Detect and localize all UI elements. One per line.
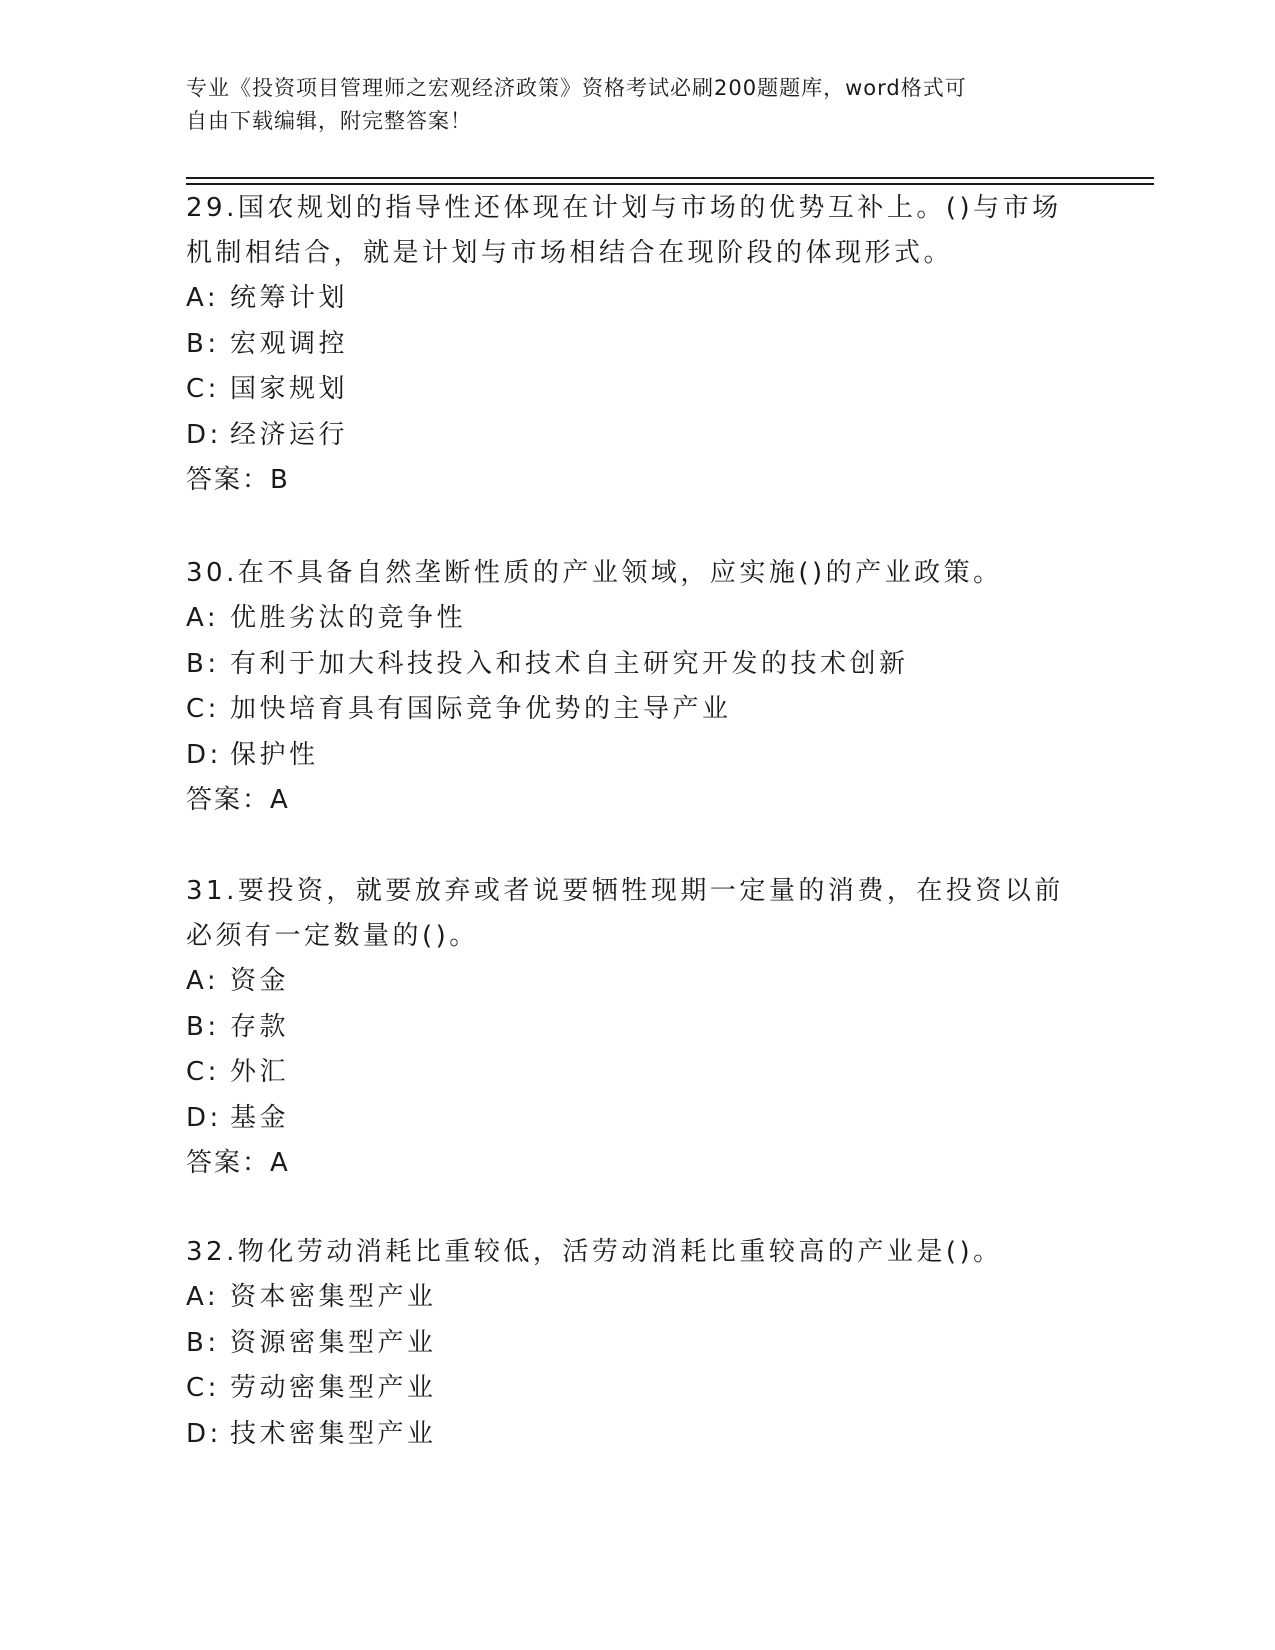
option-key: B: (186, 328, 220, 359)
option-text: 劳动密集型产业 (230, 1373, 437, 1403)
option-text: 统筹计划 (230, 283, 349, 313)
option-c (186, 367, 1086, 413)
option-text: 资本密集型产业 (230, 1282, 437, 1312)
option-a (186, 276, 1086, 322)
option-key: C: (186, 694, 220, 724)
question-block (186, 1230, 1086, 1457)
option-key: A: (186, 603, 220, 633)
option-c (186, 1050, 1086, 1096)
question-stem: 32.物化劳动消耗比重较低，活劳动消耗比重较高的产业是()。 (186, 1237, 1003, 1267)
option-text: 基金 (230, 1102, 290, 1133)
option-key: D: (186, 739, 222, 770)
option-text: 技术密集型产业 (230, 1418, 437, 1449)
answer-line: 答案：A (186, 785, 290, 815)
option-key: B: (186, 1011, 220, 1042)
option-c (186, 1366, 1086, 1412)
option-d (186, 1096, 1086, 1142)
option-text: 保护性 (230, 739, 319, 770)
option-key: C: (186, 1057, 220, 1087)
option-key: D: (186, 1418, 222, 1449)
question-block (186, 186, 1086, 504)
option-a (186, 1275, 1086, 1321)
option-d (186, 413, 1086, 459)
option-text: 优胜劣汰的竞争性 (230, 603, 467, 633)
question-stem: 30.在不具备自然垄断性质的产业领域，应实施()的产业政策。 (186, 558, 1003, 588)
document-header (186, 72, 1066, 138)
option-text: 加快培育具有国际竞争优势的主导产业 (230, 694, 732, 724)
header-divider-top (186, 177, 1154, 179)
option-key: B: (186, 1327, 220, 1358)
option-key: D: (186, 419, 222, 450)
answer-line: 答案：A (186, 1148, 290, 1178)
option-b (186, 642, 1086, 688)
option-a (186, 596, 1086, 642)
option-text: 有利于加大科技投入和技术自主研究开发的技术创新 (230, 648, 909, 679)
header-title-line-2: 自由下载编辑，附完整答案！ (186, 109, 472, 133)
option-text: 存款 (230, 1011, 290, 1042)
option-c (186, 687, 1086, 733)
option-a (186, 959, 1086, 1005)
option-key: A: (186, 966, 220, 996)
option-b (186, 1321, 1086, 1367)
option-key: C: (186, 1373, 220, 1403)
option-text: 外汇 (230, 1057, 290, 1087)
option-key: A: (186, 283, 220, 313)
question-stem: 31.要投资，就要放弃或者说要牺牲现期一定量的消费，在投资以前必须有一定数量的()。 (186, 876, 1064, 951)
header-divider-bottom (186, 183, 1154, 185)
header-title-line-1: 专业《投资项目管理师之宏观经济政策》资格考试必刷200题题库，word格式可 (186, 76, 967, 100)
option-text: 宏观调控 (230, 328, 349, 359)
question-block (186, 869, 1086, 1187)
option-d (186, 733, 1086, 779)
option-key: D: (186, 1102, 222, 1133)
option-key: A: (186, 1282, 220, 1312)
option-text: 经济运行 (230, 419, 349, 450)
option-b (186, 1005, 1086, 1051)
option-text: 资源密集型产业 (230, 1327, 437, 1358)
option-b (186, 322, 1086, 368)
option-key: C: (186, 374, 220, 404)
question-block (186, 551, 1086, 824)
option-text: 资金 (230, 966, 290, 996)
option-key: B: (186, 648, 220, 679)
answer-line: 答案：B (186, 465, 290, 495)
question-stem: 29.国农规划的指导性还体现在计划与市场的优势互补上。()与市场机制相结合，就是计划与市场相结合在现阶段的体现形式。 (186, 193, 1062, 268)
option-d (186, 1412, 1086, 1458)
option-text: 国家规划 (230, 374, 349, 404)
